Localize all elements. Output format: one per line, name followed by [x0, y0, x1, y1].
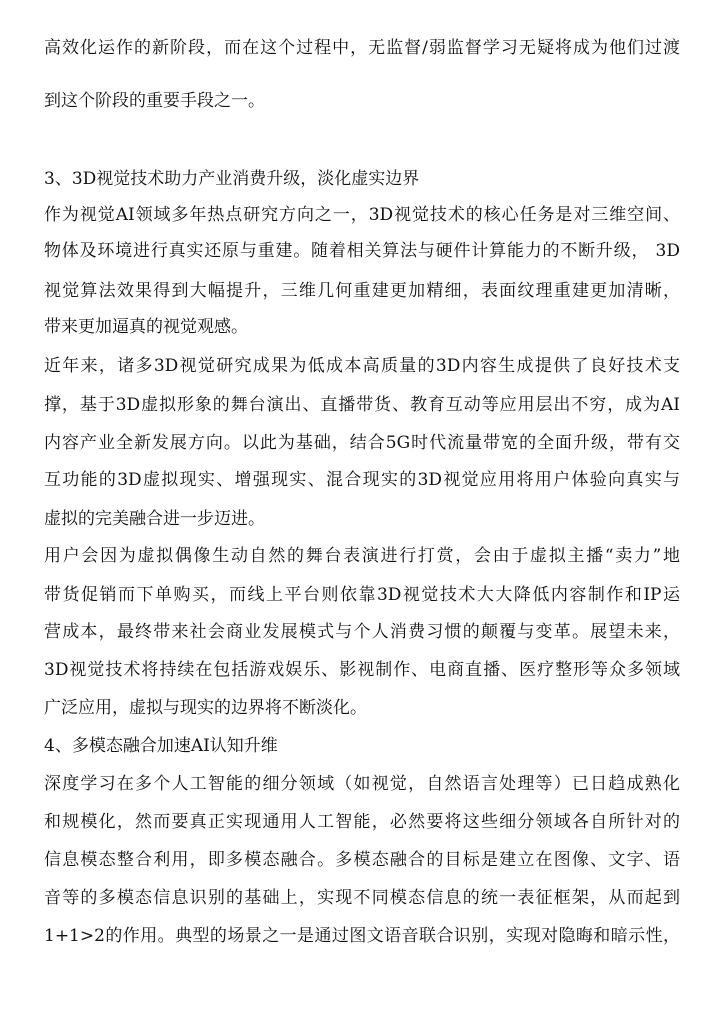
text-line-8: 近年来，诸多3D视觉研究成果为低成本高质量的3D内容生成提供了良好技术支: [44, 356, 680, 376]
section-heading-3: 3、3D视觉技术助力产业消费升级，淡化虚实边界: [44, 169, 420, 189]
text-line-12: 虚拟的完美融合进一步迈进。: [44, 509, 265, 529]
text-line-13: 用户会因为虚拟偶像生动自然的舞台表演进行打赏，会由于虚拟主播“卖力”地: [44, 546, 680, 566]
text-line-15: 营成本，最终带来社会商业发展模式与个人消费习惯的颠覆与变革。展望未来，: [44, 622, 680, 642]
text-line-16: 3D视觉技术将持续在包括游戏娱乐、影视制作、电商直播、医疗整形等众多领域: [44, 660, 680, 680]
text-line-22: 音等的多模态信息识别的基础上，实现不同模态信息的统一表征框架，从而起到: [44, 888, 680, 908]
text-line-10: 内容产业全新发展方向。以此为基础，结合5G时代流量带宽的全面升级，带有交: [44, 433, 680, 453]
text-line-14: 带货促销而下单购买，而线上平台则依靠3D视觉技术大大降低内容制作和IP运: [44, 585, 680, 605]
text-line-23: 1+1>2的作用。典型的场景之一是通过图文语音联合识别，实现对隐晦和暗示性，: [44, 926, 680, 946]
text-line-19: 深度学习在多个人工智能的细分领域（如视觉，自然语言处理等）已日趋成熟化: [44, 774, 680, 794]
text-line-7: 带来更加逼真的视觉观感。: [44, 317, 248, 337]
text-line-2: 到这个阶段的重要手段之一。: [44, 91, 265, 111]
text-line-17: 广泛应用，虚拟与现实的边界将不断淡化。: [44, 698, 367, 718]
text-line-11: 互功能的3D虚拟现实、增强现实、混合现实的3D视觉应用将用户体验向真实与: [44, 470, 680, 490]
text-line-1: 高效化运作的新阶段，而在这个过程中，无监督/弱监督学习无疑将成为他们过渡: [44, 38, 680, 58]
text-line-20: 和规模化，然而要真正实现通用人工智能，必然要将这些细分领域各自所针对的: [44, 812, 680, 832]
text-line-5: 物体及环境进行真实还原与重建。随着相关算法与硬件计算能力的不断升级， 3D: [44, 241, 680, 261]
section-heading-4: 4、多模态融合加速AI认知升维: [44, 736, 278, 756]
text-line-6: 视觉算法效果得到大幅提升，三维几何重建更加精细，表面纹理重建更加清晰，: [44, 281, 680, 301]
text-line-4: 作为视觉AI领域多年热点研究方向之一，3D视觉技术的核心任务是对三维空间、: [44, 205, 680, 225]
text-line-21: 信息模态整合利用，即多模态融合。多模态融合的目标是建立在图像、文字、语: [44, 850, 680, 870]
text-line-9: 撑，基于3D虚拟形象的舞台演出、直播带货、教育互动等应用层出不穷，成为AI: [44, 395, 680, 415]
